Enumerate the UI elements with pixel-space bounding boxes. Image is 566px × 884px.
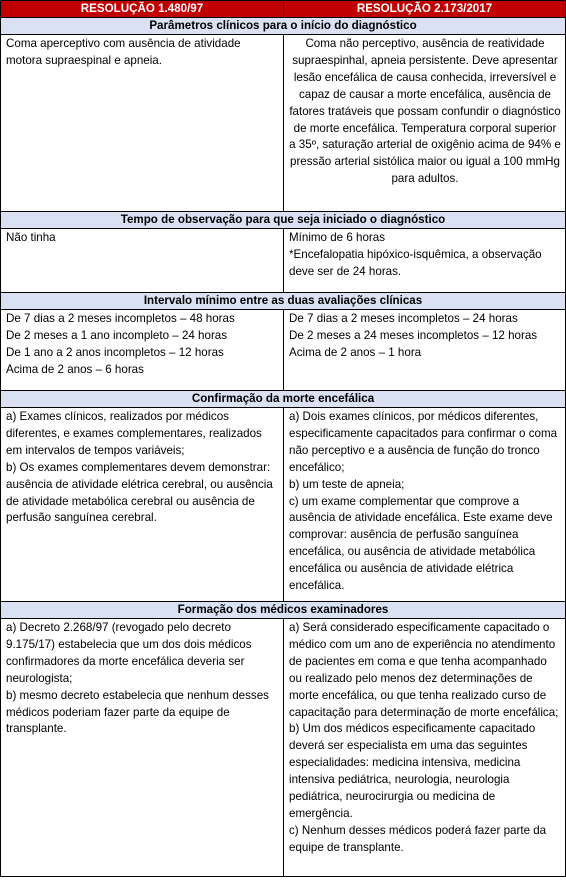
cell-text: a) Dois exames clínicos, por médicos diferentes, especificamente capacitados para confirmar o coma não perceptivo e a ausência de função do tronco encefálico; bbox=[289, 410, 558, 474]
section-row bbox=[1, 602, 566, 619]
content-row bbox=[1, 619, 566, 877]
section-title: Parâmetros clínicos para o início do diagnóstico bbox=[1, 18, 566, 35]
content-row bbox=[1, 310, 566, 391]
section-title: Intervalo mínimo entre as duas avaliações clínicas bbox=[1, 293, 566, 310]
cell-text: b) Um dos médicos especificamente capacitado deverá ser especialista em uma das seguintes especialidades: medicina intensiva, medicina intensiva pediátrica, neurologia, neurologia pediátrica, neurocirurgia ou medicina de emergência. bbox=[289, 722, 536, 820]
content-row bbox=[1, 35, 566, 212]
header-old-resolution: RESOLUÇÃO 1.480/97 bbox=[1, 1, 284, 18]
new-rule-cell bbox=[284, 310, 566, 391]
cell-text: De 2 meses a 24 meses incompletos – 12 horas bbox=[289, 328, 538, 342]
section-row bbox=[1, 293, 566, 310]
cell-text: a) Decreto 2.268/97 (revogado pelo decreto 9.175/17) estabelecia que um dos dois médicos confirmadores da morte encefálica deveria ser neurologista; bbox=[6, 621, 252, 685]
cell-text: De 1 ano a 2 anos incompletos – 12 horas bbox=[6, 345, 224, 359]
cell-text: c) Nenhum desses médicos poderá fazer parte da equipe de transplante. bbox=[289, 823, 547, 854]
section-title: Formação dos médicos examinadores bbox=[1, 602, 566, 619]
header-new-resolution: RESOLUÇÃO 2.173/2017 bbox=[284, 1, 566, 18]
new-rule-cell bbox=[284, 35, 566, 212]
content-row bbox=[1, 229, 566, 293]
new-rule-cell bbox=[284, 619, 566, 877]
cell-text: Mínimo de 6 horas bbox=[289, 231, 386, 244]
section-row bbox=[1, 391, 566, 408]
section-title: Tempo de observação para que seja iniciado o diagnóstico bbox=[1, 212, 566, 229]
old-rule-cell bbox=[1, 310, 284, 391]
cell-text: De 7 dias a 2 meses incompletos – 24 horas bbox=[289, 312, 518, 325]
cell-text: b) um teste de apneia; bbox=[289, 477, 405, 491]
old-rule-cell bbox=[1, 619, 284, 877]
cell-text: Coma aperceptivo com ausência de atividade motora supraespinal e apneia. bbox=[6, 37, 241, 67]
header-row bbox=[1, 1, 566, 18]
content-row bbox=[1, 408, 566, 602]
cell-text: Acima de 2 anos – 1 hora bbox=[289, 345, 422, 359]
old-rule-cell bbox=[1, 229, 284, 293]
section-title: Confirmação da morte encefálica bbox=[1, 391, 566, 408]
cell-text: *Encefalopatia hipóxico-isquêmica, a observação deve ser de 24 horas. bbox=[289, 247, 542, 278]
cell-text: De 2 meses a 1 ano incompleto – 24 horas bbox=[6, 328, 228, 342]
cell-text: c) um exame complementar que comprove a ausência de atividade encefálica. Este exame deve comprovar: ausência de perfusão sanguínea encefálica, ou ausência de atividade metabólica encefálica ou ausência de atividade elétrica encefálica. bbox=[289, 494, 553, 593]
section-row bbox=[1, 18, 566, 35]
cell-text: Coma não perceptivo, ausência de reatividade supraespinhal, apneia persistente. Deve apresentar lesão encefálica de causa conhecida, irreversível e capaz de causar a morte encefálica, ausência de fatores tratáveis que possam confundir o diagnóstico de morte encefálica. Temperatura corporal superior a 35º, saturação arterial de oxigênio acima de 94% e pressão arterial sistólica maior ou igual a 100 mmHg para adultos. bbox=[289, 37, 561, 186]
old-rule-cell bbox=[1, 35, 284, 212]
cell-text: b) mesmo decreto estabelecia que nenhum desses médicos poderiam fazer parte da equipe de transplante. bbox=[6, 688, 269, 736]
new-rule-cell bbox=[284, 229, 566, 293]
section-row bbox=[1, 212, 566, 229]
old-rule-cell bbox=[1, 408, 284, 602]
cell-text: De 7 dias a 2 meses incompletos – 48 horas bbox=[6, 312, 235, 325]
cell-text: a) Será considerado especificamente capacitado o médico com um ano de experiência no atendimento de pacientes em coma e que tenha acompanhado ou realizado pelo menos dez determinações de morte encefálica, ou que tenha realizado curso de capacitação para determinação de morte encefálica; bbox=[289, 621, 559, 719]
cell-text: Não tinha bbox=[6, 231, 56, 244]
cell-text: b) Os exames complementares devem demonstrar: ausência de atividade elétrica cerebral, ou ausência de atividade metabólica cerebral ou ausência de perfusão sanguínea cerebral. bbox=[6, 460, 273, 525]
new-rule-cell bbox=[284, 408, 566, 602]
cell-text: a) Exames clínicos, realizados por médicos diferentes, e exames complementares, realizados em intervalos de tempos variáveis; bbox=[6, 410, 262, 457]
cell-text: Acima de 2 anos – 6 horas bbox=[6, 362, 144, 376]
